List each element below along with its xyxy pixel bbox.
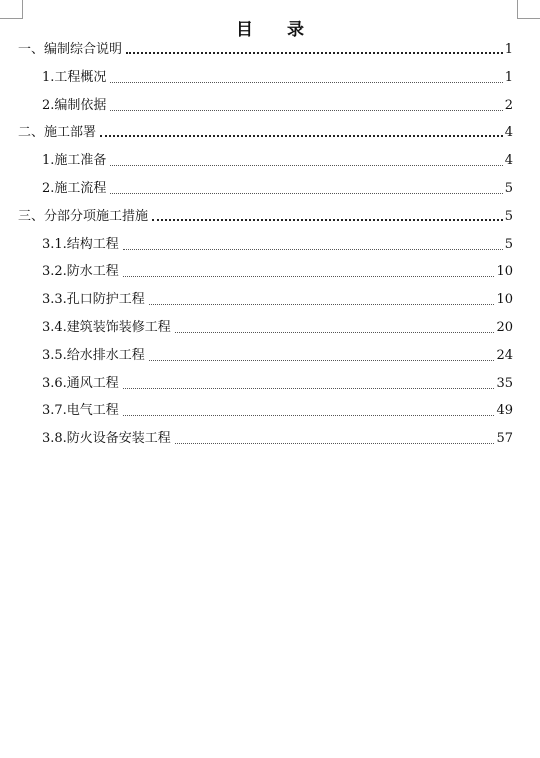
- toc-dot-leader: [110, 82, 502, 83]
- crop-mark-top-left: [0, 0, 23, 19]
- toc-page-number: 20: [496, 320, 513, 335]
- toc-entry[interactable]: [18, 38, 513, 58]
- toc-title: 目 录: [236, 20, 318, 40]
- toc-page-number: 5: [504, 236, 513, 252]
- toc-dot-leader: [123, 415, 495, 416]
- toc-page-number: 24: [496, 347, 513, 363]
- toc-dot-leader: [100, 135, 503, 137]
- crop-mark-top-right: [517, 0, 540, 19]
- toc-page-number: 5: [504, 181, 513, 196]
- toc-page-number: 4: [504, 125, 513, 141]
- toc-entry[interactable]: [42, 66, 513, 86]
- toc-dot-leader: [110, 110, 502, 111]
- toc-entry[interactable]: [18, 121, 513, 141]
- toc-entry[interactable]: [42, 288, 513, 308]
- toc-entry[interactable]: [42, 316, 513, 336]
- toc-page-number: 49: [496, 403, 513, 419]
- toc-entry[interactable]: [42, 149, 513, 169]
- toc-entry-title: 3.3.孔口防护工程: [42, 292, 145, 308]
- toc-page-number: 57: [496, 431, 513, 447]
- toc-dot-leader: [123, 249, 503, 250]
- toc-dot-leader: [123, 276, 495, 277]
- toc-entry-title: 3.5.给水排水工程: [42, 347, 145, 363]
- toc-entry-title: 3.7.电气工程: [42, 403, 119, 419]
- toc-entry[interactable]: [42, 399, 513, 419]
- toc-page-number: 35: [496, 375, 513, 391]
- toc-page-number: 4: [504, 153, 513, 169]
- toc-entry-title: 2.施工流程: [42, 181, 107, 196]
- toc-entry[interactable]: [42, 427, 513, 447]
- toc-page-number: 2: [504, 97, 513, 113]
- toc-entry-title: 二、施工部署: [18, 125, 97, 141]
- toc-entry-title: 1.施工准备: [42, 153, 107, 169]
- toc-entry[interactable]: [42, 260, 513, 280]
- toc-entry-title: 3.6.通风工程: [42, 375, 119, 391]
- toc-page-number: 1: [504, 42, 513, 57]
- toc-page-number: 1: [504, 69, 513, 85]
- toc-dot-leader: [110, 193, 502, 194]
- toc-page-number: 10: [496, 264, 513, 280]
- toc-entry[interactable]: [42, 344, 513, 364]
- toc-entry-title: 三、分部分项施工措施: [18, 208, 149, 224]
- toc-entry-title: 3.8.防火设备安装工程: [42, 431, 171, 447]
- toc-entry-title: 3.4.建筑装饰装修工程: [42, 320, 171, 335]
- toc-page-number: 5: [504, 208, 513, 224]
- toc-entry-title: 1.工程概况: [42, 69, 107, 85]
- toc-dot-leader: [126, 52, 503, 54]
- toc-dot-leader: [152, 219, 503, 221]
- toc-entry-title: 一、编制综合说明: [18, 42, 123, 57]
- toc-entry[interactable]: [42, 177, 513, 197]
- toc-dot-leader: [149, 304, 495, 305]
- toc-page-number: 10: [496, 292, 513, 308]
- toc-entry[interactable]: [42, 372, 513, 392]
- toc-entry[interactable]: [18, 205, 513, 225]
- toc-dot-leader: [175, 332, 495, 333]
- toc-entry[interactable]: [42, 233, 513, 253]
- toc-dot-leader: [110, 165, 502, 166]
- toc-dot-leader: [123, 388, 495, 389]
- toc-dot-leader: [175, 443, 495, 444]
- toc-dot-leader: [149, 360, 495, 361]
- toc-entry-title: 2.编制依据: [42, 97, 107, 113]
- toc-entry-title: 3.2.防水工程: [42, 264, 119, 280]
- toc-entry[interactable]: [42, 94, 513, 114]
- toc-entry-title: 3.1.结构工程: [42, 236, 119, 252]
